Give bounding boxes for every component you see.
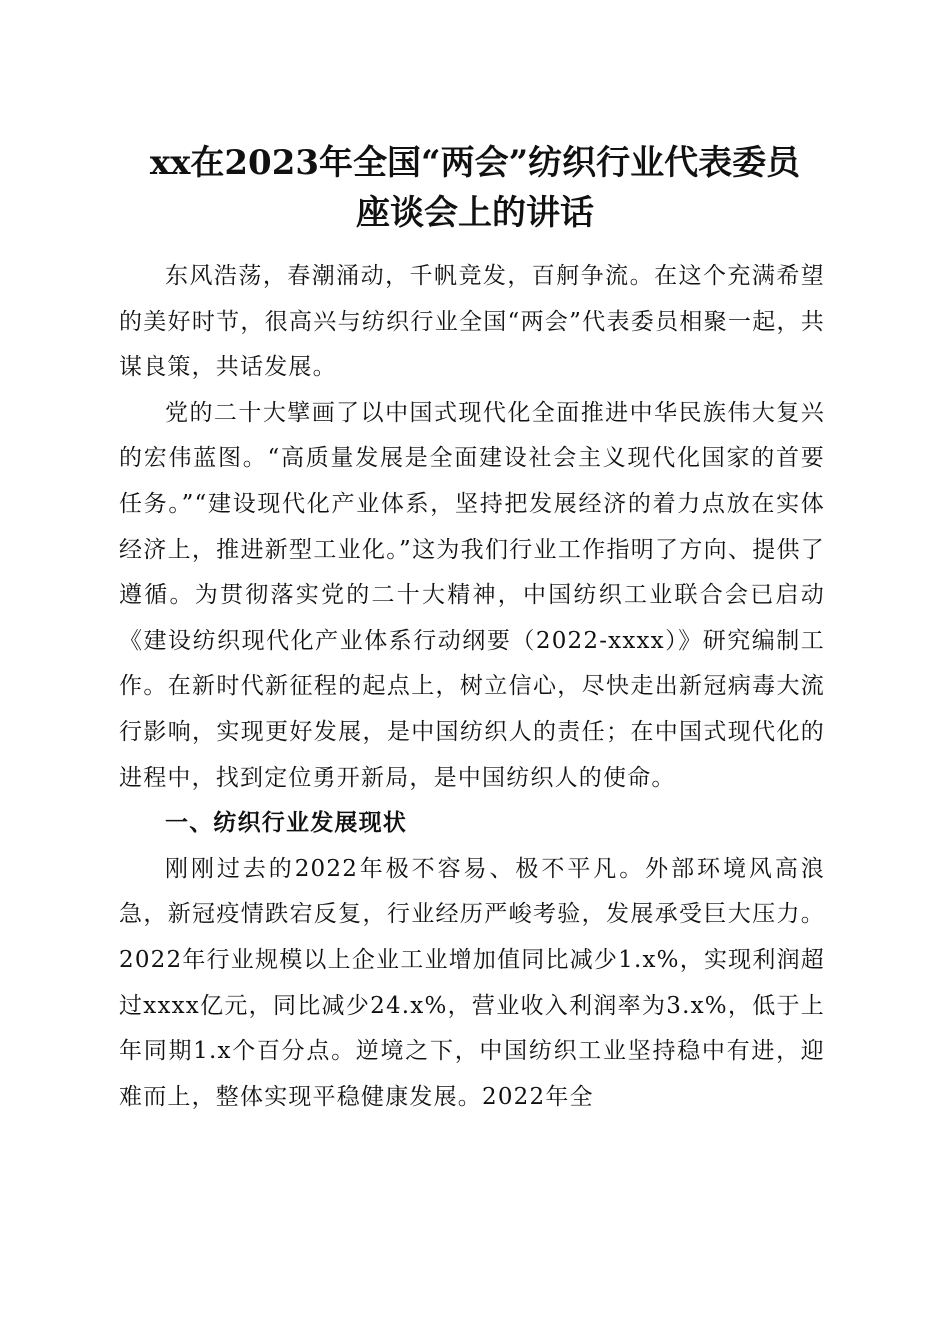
paragraph-industry-status: 刚刚过去的2022年极不容易、极不平凡。外部环境风高浪急，新冠疫情跌宕反复，行业经历严峻考验，发展承受巨大压力。2022年行业规模以上企业工业增加值同比减少1.x%，实现利润超过xxxx亿元，同比减少24.x%，营业收入利润率为3.x%，低于上年同期1.x个百分点。逆境之下，中国纺织工业坚持稳中有进，迎难而上，整体实现平稳健康发展。2022年全 — [119, 855, 825, 1110]
document-body — [119, 254, 825, 1120]
document-title — [100, 138, 850, 238]
paragraph-twentieth-congress: 党的二十大擘画了以中国式现代化全面推进中华民族伟大复兴的宏伟蓝图。“高质量发展是全面建设社会主义现代化国家的首要任务。”“建设现代化产业体系，坚持把发展经济的着力点放在实体经济上，推进新型工业化。”这为我们行业工作指明了方向、提供了遵循。为贯彻落实党的二十大精神，中国纺织工业联合会已启动《建设纺织现代化产业体系行动纲要（2022-xxxx）》研究编制工作。在新时代新征程的起点上，树立信心，尽快走出新冠病毒大流行影响，实现更好发展，是中国纺织人的责任；在中国式现代化的进程中，找到定位勇开新局，是中国纺织人的使命。 — [119, 399, 825, 791]
paragraph-opening: 东风浩荡，春潮涌动，千帆竞发，百舸争流。在这个充满希望的美好时节，很高兴与纺织行业全国“两会”代表委员相聚一起，共谋良策，共话发展。 — [119, 263, 825, 381]
title-line-2: 座谈会上的讲话 — [356, 193, 594, 233]
section-heading-1: 一、纺织行业发展现状 — [165, 810, 407, 837]
title-line-1: xx在2023年全国“两会”纺织行业代表委员 — [149, 143, 801, 183]
